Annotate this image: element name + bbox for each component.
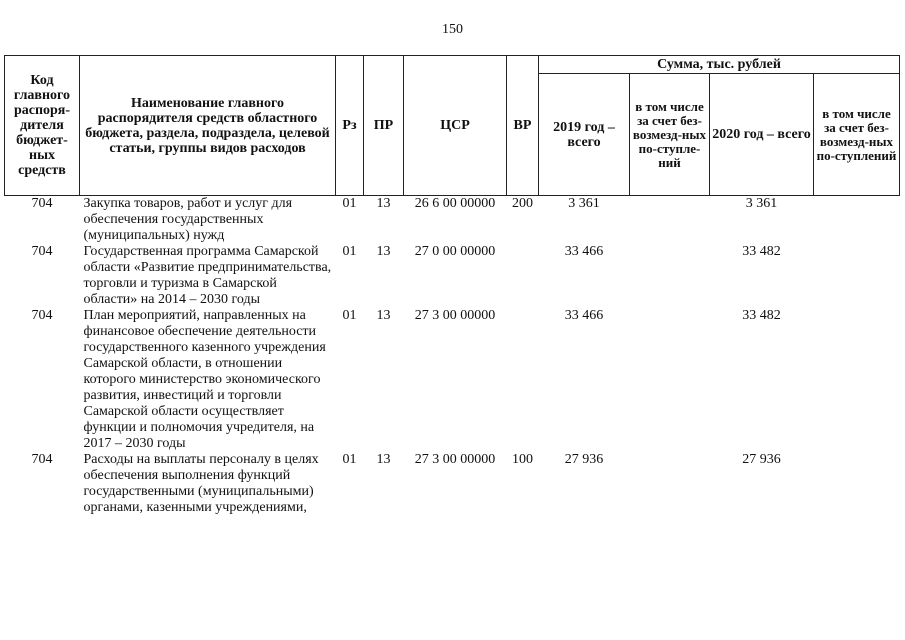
cell-csr: 27 3 00 00000	[414, 308, 496, 323]
cell-2020-grant	[814, 308, 900, 452]
header-sum-group: Сумма, тыс. рублей	[539, 56, 900, 74]
cell-2019-grant	[630, 244, 710, 308]
cell-2019: 27 936	[564, 452, 604, 467]
header-2020-grant: в том числе за счет без-возмезд-ных по-ступлений	[814, 74, 900, 196]
cell-rz: 01	[342, 308, 357, 323]
cell-2020: 3 361	[745, 196, 778, 211]
cell-pr: 13	[376, 452, 391, 467]
cell-2020-grant	[814, 244, 900, 308]
budget-table	[4, 55, 900, 516]
cell-code: 704	[31, 452, 53, 467]
cell-vr	[507, 244, 539, 308]
cell-name: Закупка товаров, работ и услуг для обеспечения государственных (муниципальных) нужд	[83, 196, 293, 243]
cell-vr: 100	[512, 452, 533, 467]
cell-rz: 01	[342, 196, 357, 211]
cell-2020: 33 482	[742, 244, 781, 259]
header-code: Код главного распоря-дителя бюджет-ных средств	[5, 56, 80, 196]
cell-2020: 27 936	[742, 452, 781, 467]
header-name: Наименование главного распорядителя средств областного бюджета, раздела, подраздела, целевой статьи, группы видов расходов	[80, 56, 336, 196]
cell-code: 704	[31, 196, 53, 211]
table-row	[5, 244, 900, 308]
header-rz: Рз	[336, 56, 364, 196]
cell-2019-grant	[630, 452, 710, 516]
table-row	[5, 308, 900, 452]
cell-2019: 3 361	[568, 196, 600, 211]
page-number: 150	[442, 22, 463, 37]
cell-2020-grant	[814, 196, 900, 245]
cell-2020: 33 482	[742, 308, 781, 323]
cell-name: План мероприятий, направленных на финансовое обеспечение деятельности государственного казенного учреждения Самарской области, в отношении которого министерство экономического развития, инвестиций и торговли Самарской области осуществляет функции и полномочия учредителя, на 2017 – 2030 годы	[83, 308, 326, 451]
cell-vr	[507, 308, 539, 452]
cell-2019-grant	[630, 308, 710, 452]
cell-code: 704	[31, 244, 53, 259]
header-2020-total: 2020 год – всего	[710, 74, 814, 196]
cell-csr: 27 0 00 00000	[414, 244, 496, 259]
cell-name: Государственная программа Самарской области «Развитие предпринимательства, торговли и туризма в Самарской области» на 2014 – 2030 годы	[83, 244, 332, 307]
cell-2019-grant	[630, 196, 710, 245]
table-row	[5, 452, 900, 516]
cell-csr: 27 3 00 00000	[414, 452, 496, 467]
header-vr: ВР	[507, 56, 539, 196]
cell-pr: 13	[376, 196, 391, 211]
table-row	[5, 196, 900, 245]
header-2019-grant: в том числе за счет без-возмезд-ных по-ступле-ний	[630, 74, 710, 196]
cell-pr: 13	[376, 308, 391, 323]
cell-code: 704	[31, 308, 53, 323]
cell-rz: 01	[342, 452, 357, 467]
header-2019-total: 2019 год – всего	[539, 74, 630, 196]
cell-name: Расходы на выплаты персоналу в целях обеспечения выполнения функций государственными (муниципальными) органами, казенными учреждениями,	[83, 452, 319, 515]
cell-2020-grant	[814, 452, 900, 516]
header-pr: ПР	[364, 56, 404, 196]
cell-rz: 01	[342, 244, 357, 259]
cell-pr: 13	[376, 244, 391, 259]
header-csr: ЦСР	[404, 56, 507, 196]
cell-vr: 200	[512, 196, 533, 211]
cell-csr: 26 6 00 00000	[414, 196, 496, 211]
cell-2019: 33 466	[564, 308, 604, 323]
cell-2019: 33 466	[564, 244, 604, 259]
